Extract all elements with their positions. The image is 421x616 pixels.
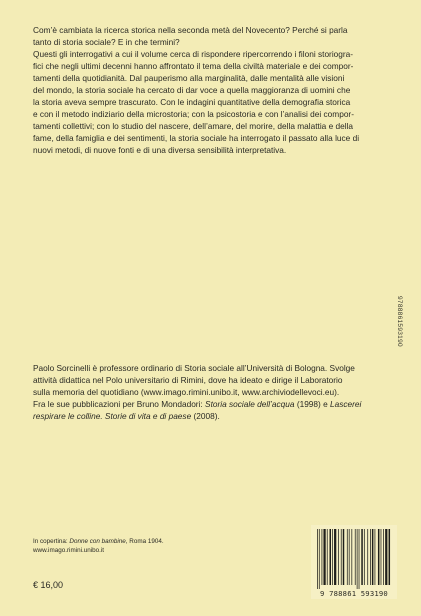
blurb-line: del mondo, la storia sociale ha cercato di dar voce a quella maggioranza di uomini che <box>33 85 351 95</box>
cover-credit-suffix: , Roma 1904. <box>125 538 164 545</box>
back-cover-blurb <box>33 24 385 156</box>
blurb-line: nuovi metodi, di nuove fonti e di una diversa sensibilità interpretativa. <box>33 145 287 155</box>
barcode-bar <box>383 529 384 585</box>
blurb-line: tanto di storia sociale? E in che termini? <box>33 37 180 47</box>
barcode-digits: 9 788861 593190 <box>320 589 388 598</box>
barcode-bar <box>351 529 352 585</box>
blurb-line: tamenti della quotidianità. Dal pauperismo alla marginalità, dalle mentalità alle visioni <box>33 73 345 83</box>
blurb-line: Com’è cambiata la ricerca storica nella seconda metà del Novecento? Perché si parla <box>33 25 348 35</box>
barcode-bar <box>355 529 356 585</box>
book-title: Storia sociale dell’acqua <box>205 399 295 409</box>
price: € 16,00 <box>33 580 64 590</box>
barcode-bar <box>341 529 342 585</box>
barcode-bar <box>367 529 368 585</box>
barcode-bar <box>375 529 376 585</box>
barcode <box>311 525 397 599</box>
book-title: Lascerei <box>330 399 362 409</box>
barcode-bar <box>323 529 325 585</box>
publication-year: (2008). <box>191 411 220 421</box>
barcode-bar <box>332 529 333 585</box>
barcode-bar <box>389 529 391 585</box>
barcode-bars <box>311 525 397 599</box>
barcode-bar <box>361 529 363 585</box>
vertical-isbn: 9788861593190 <box>396 296 403 347</box>
cover-credit-line <box>33 537 253 546</box>
barcode-bar <box>327 529 328 585</box>
author-bio-line: sulla memoria del quotidiano (www.imago.rimini.unibo.it, www.archiviodellevoci.eu). <box>33 387 340 397</box>
blurb-line: fici che negli ultimi decenni hanno affrontato il tema della civiltà materiale e dei compor- <box>33 61 354 71</box>
barcode-bar <box>322 529 323 585</box>
blurb-line: e con il metodo indiziario della microstoria; con la psicostoria e con l’analisi dei compor- <box>33 109 354 119</box>
cover-credit <box>33 537 253 555</box>
barcode-bar <box>347 529 348 585</box>
barcode-bar <box>343 529 345 585</box>
barcode-bar <box>349 529 350 585</box>
author-bio-line: Paolo Sorcinelli è professore ordinario di Storia sociale all’Università di Bologna. Svolge <box>33 363 355 373</box>
author-bio-line: attività didattica nel Polo universitario di Rimini, dove ha ideato e dirige il Laboratorio <box>33 375 343 385</box>
barcode-bar <box>359 529 360 589</box>
barcode-bar <box>364 529 365 585</box>
author-bio <box>33 362 385 422</box>
barcode-bar <box>334 529 336 585</box>
book-title: respirare le colline. Storie di vita e di paese <box>33 411 192 421</box>
author-bio-line <box>33 410 385 422</box>
barcode-bar <box>338 529 339 585</box>
blurb-line: la storia aveva sempre trascurato. Con le indagini quantitative della demografia storica <box>33 97 351 107</box>
barcode-bar <box>330 529 332 585</box>
barcode-bar <box>319 529 320 589</box>
barcode-bar <box>378 529 380 585</box>
blurb-line: Questi gli interrogativi a cui il volume cerca di rispondere ripercorrendo i filoni storiogra- <box>33 49 354 59</box>
barcode-bar <box>385 529 387 585</box>
barcode-bar <box>317 529 318 589</box>
barcode-bar <box>372 529 374 585</box>
blurb-line: tamenti collettivi; con lo studio del nascere, dell’amare, del morire, della malattia e della <box>33 121 354 131</box>
barcode-bar <box>357 529 358 589</box>
barcode-bar <box>381 529 382 585</box>
publication-year: (1998) e <box>294 399 331 409</box>
barcode-bar <box>370 529 371 585</box>
cover-artwork-title: Donne con bambine <box>69 538 126 545</box>
publications-intro: Fra le sue pubblicazioni per Bruno Mondadori: <box>33 399 206 409</box>
author-bio-line <box>33 398 385 410</box>
cover-credit-url: www.imago.rimini.unibo.it <box>33 547 105 554</box>
cover-credit-prefix: In copertina: <box>33 538 70 545</box>
blurb-line: fame, della famiglia e dei sentimenti, la storia sociale ha interrogato il passato alla luce di <box>33 133 360 143</box>
